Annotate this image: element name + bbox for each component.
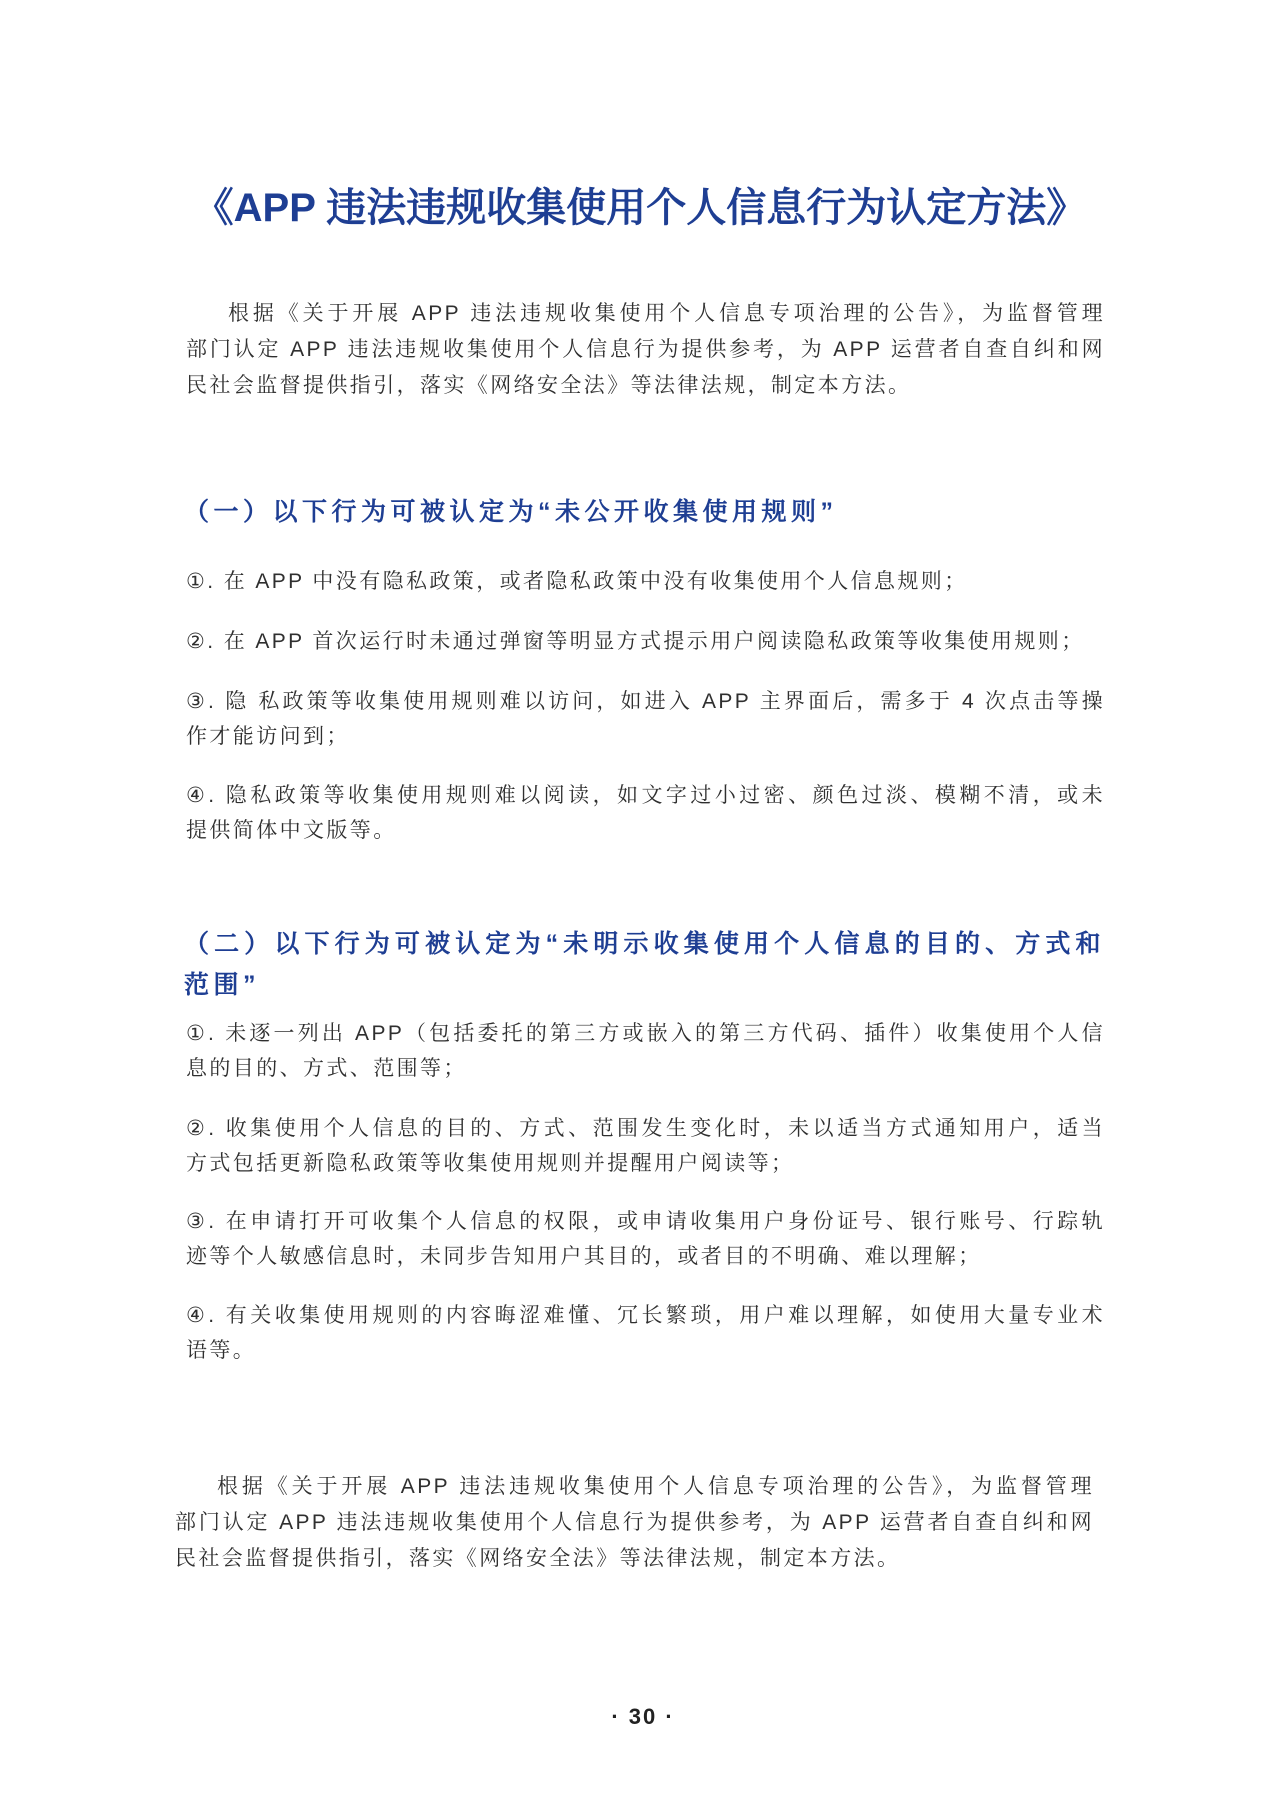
list-item-line: ①. 在 APP 中没有隐私政策，或者隐私政策中没有收集使用个人信息规则；: [186, 570, 968, 593]
document-title: 《APP 违法违规收集使用个人信息行为认定方法》: [193, 186, 1087, 230]
intro-paragraph-line: 部门认定 APP 违法违规收集使用个人信息行为提供参考，为 APP 运营者自查自纠和网: [186, 338, 1105, 361]
intro-paragraph-line: 根据《关于开展 APP 违法违规收集使用个人信息专项治理的公告》，为监督管理: [228, 302, 1105, 325]
section-heading-line: （一）以下行为可被认定为“未公开收集使用规则”: [184, 498, 838, 526]
list-item-line: ④. 隐私政策等收集使用规则难以阅读，如文字过小过密、颜色过淡、模糊不清，或未: [186, 784, 1105, 807]
list-item: [186, 624, 1105, 659]
list-item-line: ③. 在申请打开可收集个人信息的权限，或申请收集用户身份证号、银行账号、行踪轨: [186, 1210, 1105, 1233]
list-item-line: ②. 收集使用个人信息的目的、方式、范围发生变化时，未以适当方式通知用户，适当: [186, 1117, 1105, 1140]
list-item-line: ①. 未逐一列出 APP（包括委托的第三方或嵌入的第三方代码、插件）收集使用个人信: [186, 1022, 1105, 1045]
list-item: [186, 684, 1105, 754]
list-item-line: ③. 隐 私政策等收集使用规则难以访问，如进入 APP 主界面后，需多于 4 次点击等操: [186, 690, 1105, 713]
closing-paragraph-line: 民社会监督提供指引，落实《网络安全法》等法律法规，制定本方法。: [175, 1547, 901, 1570]
list-item-line: 语等。: [186, 1339, 257, 1362]
closing-paragraph-line: 根据《关于开展 APP 违法违规收集使用个人信息专项治理的公告》，为监督管理: [217, 1475, 1094, 1498]
list-item-line: 息的目的、方式、范围等；: [186, 1057, 467, 1080]
list-item: [186, 1111, 1105, 1181]
intro-paragraph-line: 民社会监督提供指引，落实《网络安全法》等法律法规，制定本方法。: [186, 374, 912, 397]
section-heading-1: [184, 492, 1105, 533]
list-item-line: 提供简体中文版等。: [186, 819, 397, 842]
list-item-line: 迹等个人敏感信息时，未同步告知用户其目的，或者目的不明确、难以理解；: [186, 1245, 982, 1268]
section-heading-line: （二）以下行为可被认定为“未明示收集使用个人信息的目的、方式和: [184, 930, 1105, 958]
list-item: [186, 778, 1105, 848]
list-item: [186, 564, 1105, 599]
list-item-line: 作才能访问到；: [186, 725, 350, 748]
list-item-line: 方式包括更新隐私政策等收集使用规则并提醒用户阅读等；: [186, 1152, 795, 1175]
list-item: [186, 1016, 1105, 1086]
intro-paragraph: [186, 296, 1105, 404]
section-heading-line: 范围”: [184, 971, 261, 999]
list-item: [186, 1298, 1105, 1368]
page-number: · 30 ·: [611, 1704, 675, 1729]
section-heading-2: [184, 924, 1105, 1006]
list-item: [186, 1204, 1105, 1274]
closing-paragraph: [175, 1469, 1094, 1577]
list-item-line: ④. 有关收集使用规则的内容晦涩难懂、冗长繁琐，用户难以理解，如使用大量专业术: [186, 1304, 1105, 1327]
closing-paragraph-line: 部门认定 APP 违法违规收集使用个人信息行为提供参考，为 APP 运营者自查自纠和网: [175, 1511, 1094, 1534]
list-item-line: ②. 在 APP 首次运行时未通过弹窗等明显方式提示用户阅读隐私政策等收集使用规则；: [186, 630, 1085, 653]
